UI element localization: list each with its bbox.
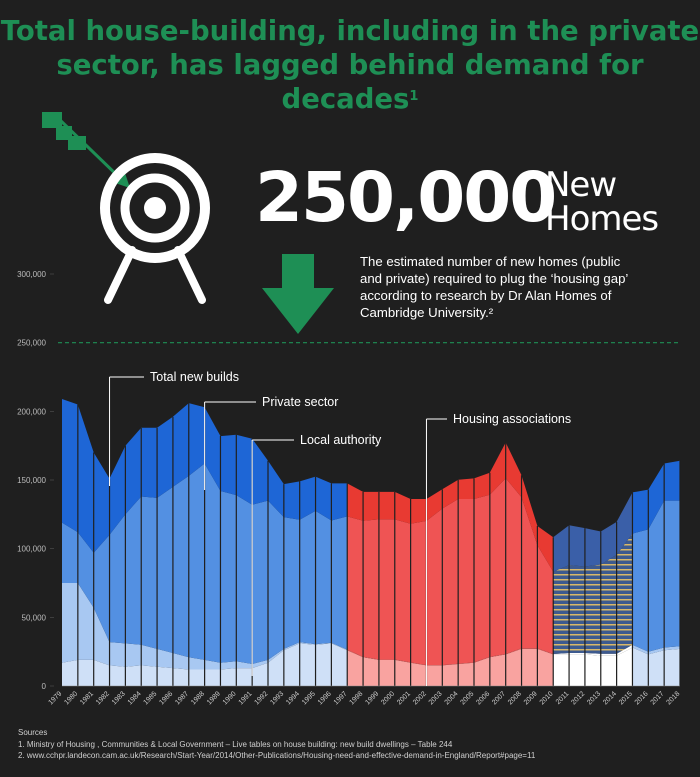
x-tick-label: 1982 bbox=[94, 690, 111, 707]
x-tick-label: 1993 bbox=[269, 690, 286, 707]
x-tick-label: 1983 bbox=[110, 690, 127, 707]
x-tick-label: 2002 bbox=[411, 690, 428, 707]
headline-label-line2: Homes bbox=[545, 199, 659, 239]
x-tick-label: 2001 bbox=[396, 690, 413, 707]
annotation-label: Private sector bbox=[262, 395, 339, 409]
x-tick-label: 2012 bbox=[570, 690, 587, 707]
x-tick-label: 1999 bbox=[364, 690, 381, 707]
x-tick-label: 1985 bbox=[142, 690, 159, 707]
annotation-label: Total new builds bbox=[150, 370, 239, 384]
x-tick-label: 1995 bbox=[300, 690, 317, 707]
x-tick-label: 1996 bbox=[316, 690, 333, 707]
y-tick-label: 250,000 bbox=[17, 338, 46, 348]
x-tick-label: 1994 bbox=[285, 690, 302, 707]
x-tick-label: 1991 bbox=[237, 690, 254, 707]
x-tick-label: 2018 bbox=[665, 690, 682, 707]
x-tick-label: 2005 bbox=[459, 690, 476, 707]
x-tick-label: 1979 bbox=[47, 690, 64, 707]
x-tick-label: 2011 bbox=[554, 690, 571, 707]
x-tick-label: 1990 bbox=[221, 690, 238, 707]
x-tick-label: 2016 bbox=[633, 690, 650, 707]
x-tick-label: 1989 bbox=[205, 690, 222, 707]
x-tick-label: 2004 bbox=[443, 690, 460, 707]
x-tick-label: 1997 bbox=[332, 690, 349, 707]
y-tick-label: 200,000 bbox=[17, 407, 46, 417]
x-tick-label: 1980 bbox=[63, 690, 80, 707]
x-tick-label: 2007 bbox=[491, 690, 508, 707]
source-line: 2. www.cchpr.landecon.cam.ac.uk/Research/Start-Year/2014/Other-Publications/Housing-need-and-effective-demand-in-England/Report#page=11 bbox=[18, 751, 536, 760]
x-tick-label: 2000 bbox=[380, 690, 397, 707]
description-line: and private) required to plug the ‘housing gap’ bbox=[360, 271, 629, 286]
description-line: Cambridge University.² bbox=[360, 305, 494, 320]
y-tick-label: 50,000 bbox=[21, 613, 46, 623]
x-tick-label: 2017 bbox=[649, 690, 666, 707]
x-tick-label: 1992 bbox=[253, 690, 270, 707]
x-tick-label: 2008 bbox=[506, 690, 523, 707]
x-tick-label: 1998 bbox=[348, 690, 365, 707]
source-line: 1. Ministry of Housing , Communities & Local Government – Live tables on house building: new build dwellings – Table 244 bbox=[18, 739, 453, 749]
sources bbox=[18, 727, 535, 762]
x-tick-label: 1987 bbox=[174, 690, 191, 707]
title-footnote: 1 bbox=[409, 89, 419, 104]
sources-heading: Sources bbox=[18, 728, 48, 737]
y-tick-label: 0 bbox=[41, 682, 46, 691]
x-tick-label: 2014 bbox=[602, 690, 619, 707]
x-tick-label: 2009 bbox=[522, 690, 539, 707]
house-building-chart bbox=[0, 236, 700, 726]
description-line: The estimated number of new homes (public bbox=[360, 254, 621, 269]
y-tick-label: 300,000 bbox=[17, 270, 46, 279]
annotation-label: Local authority bbox=[300, 433, 382, 447]
area-housing-associations-blue bbox=[633, 648, 681, 687]
x-tick-label: 1988 bbox=[190, 690, 207, 707]
x-tick-label: 2003 bbox=[427, 690, 444, 707]
x-tick-label: 1984 bbox=[126, 690, 143, 707]
description-line: according to research by Dr Alan Homes of bbox=[360, 288, 612, 303]
x-tick-label: 2015 bbox=[617, 690, 634, 707]
x-tick-label: 1986 bbox=[158, 690, 175, 707]
headline-number: 250,000 bbox=[255, 158, 556, 238]
x-tick-label: 2010 bbox=[538, 690, 555, 707]
headline-label-line1: New bbox=[545, 165, 617, 205]
annotation-label: Housing associations bbox=[453, 412, 572, 426]
title-text: Total house-building, including in the private sector, has lagged behind demand for decades bbox=[0, 15, 700, 115]
x-tick-label: 2006 bbox=[475, 690, 492, 707]
x-tick-label: 1981 bbox=[79, 690, 96, 707]
y-tick-label: 100,000 bbox=[17, 544, 46, 554]
y-tick-label: 150,000 bbox=[17, 476, 46, 485]
x-tick-label: 2013 bbox=[586, 690, 603, 707]
